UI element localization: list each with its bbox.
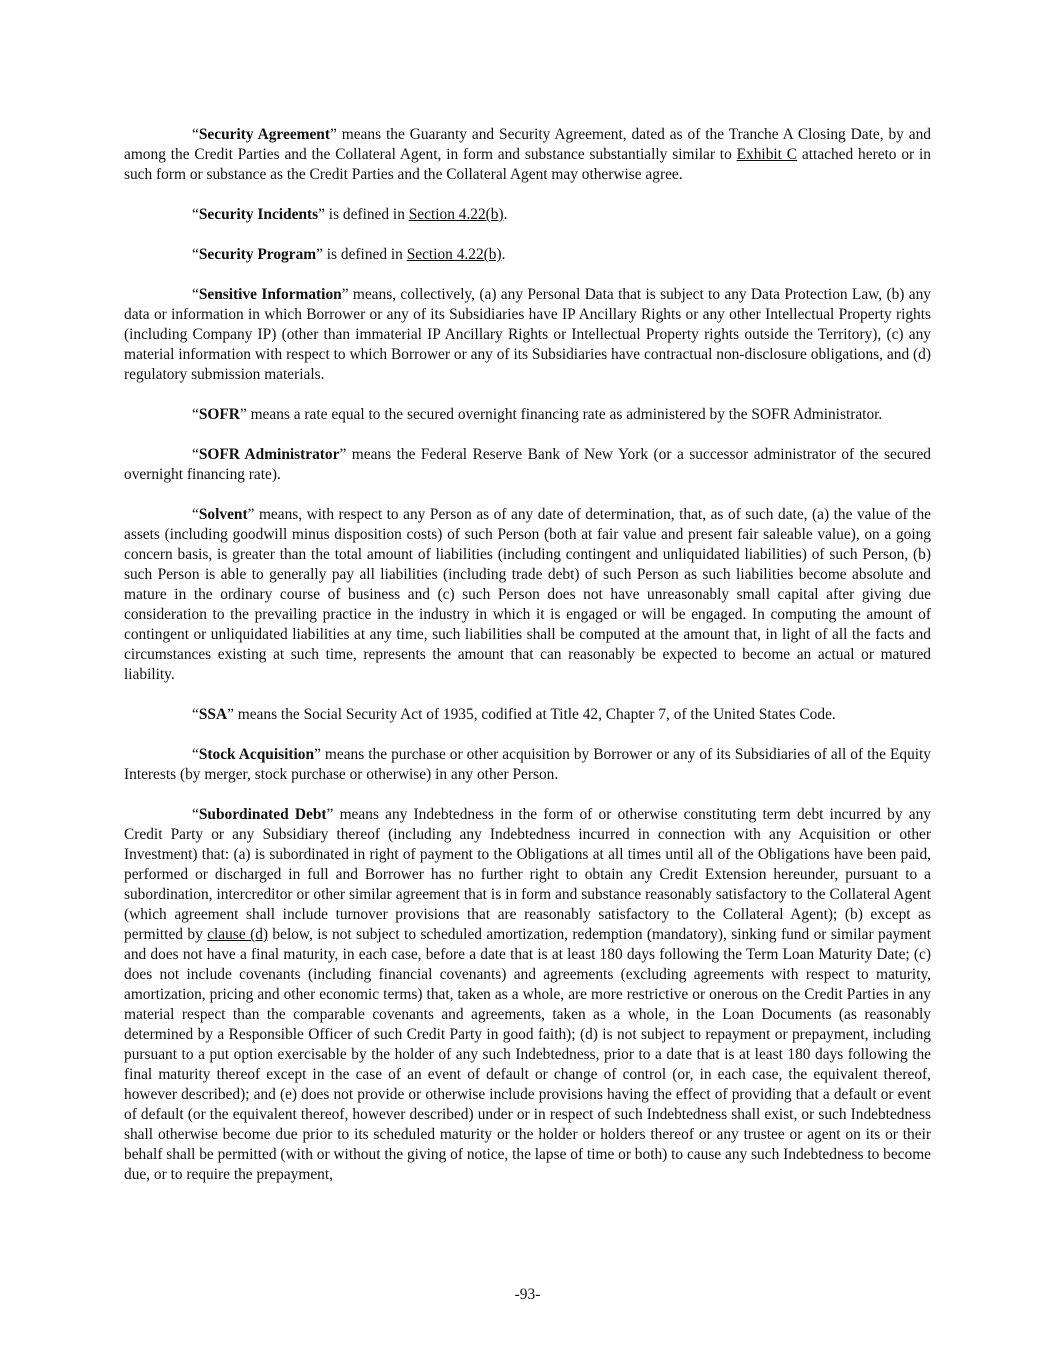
definition-text: ” means a rate equal to the secured overnight financing rate as administered by the SOFR Administrator.: [239, 406, 883, 423]
defined-term: Security Agreement: [198, 126, 330, 143]
definition-subordinated-debt: [124, 805, 931, 1185]
definition-sensitive-information: [124, 285, 931, 385]
definition-text: attached hereto or in such form or substance as the Credit Parties and the Collateral Agent may otherwise agree.: [124, 146, 932, 183]
definition-text: ” means the Federal Reserve Bank of New York (or a successor administrator of the secured overnight financing rate).: [124, 446, 931, 483]
definitions-section: [124, 125, 931, 1205]
cross-reference-link[interactable]: Section 4.22(b): [408, 206, 504, 223]
definition-text: “: [192, 286, 199, 303]
defined-term: Security Program: [198, 246, 317, 263]
definition-text: ” means, collectively, (a) any Personal Data that is subject to any Data Protection Law, (b) any data or information in which Borrower or any of its Subsidiaries have IP Ancillary Rights or any other Intellectual Property rights (including Company IP) (other than immaterial IP Ancillary Rights or Intellectual Property rights outside the Territory), (c) any material information with respect to which Borrower or any of its Subsidiaries have contractual non-disclosure obligations, and (d) regulatory submission materials.: [124, 286, 931, 383]
definition-sofr: [124, 405, 931, 425]
definition-text: “: [192, 446, 199, 463]
definition-text: ” is defined in: [316, 246, 407, 263]
defined-term: Stock Acquisition: [198, 746, 315, 763]
definition-text: “: [192, 406, 199, 423]
definition-text: ” means the Social Security Act of 1935, codified at Title 42, Chapter 7, of the United States Code.: [227, 706, 836, 723]
cross-reference-link[interactable]: Section 4.22(b): [406, 246, 502, 263]
defined-term: Solvent: [198, 506, 248, 523]
definition-text: “: [192, 126, 199, 143]
defined-term: SOFR Administrator: [198, 446, 340, 463]
definition-text: “: [192, 506, 199, 523]
page-number: -93-: [514, 1286, 541, 1303]
definition-text: “: [192, 806, 199, 823]
definition-text: ” means any Indebtedness in the form of or otherwise constituting term debt incurred by any Credit Party or any Subsidiary thereof (including any Indebtedness incurred in connection with any Acquisition or other Investment) that: (a) is subordinated in right of payment to the Obligations at all times until all of the Obligations have been paid, performed or discharged in full and Borrower has no further right to obtain any Credit Extension hereunder, pursuant to a subordination, intercreditor or other similar agreement that is in form and substance reasonably satisfactory to the Collateral Agent (which agreement shall include turnover provisions that are reasonably satisfactory to the Collateral Agent); (b) except as permitted by: [124, 806, 931, 943]
definition-text: “: [192, 706, 199, 723]
definition-text: “: [192, 746, 199, 763]
definition-security-incidents: [124, 205, 931, 225]
definition-text: .: [501, 246, 506, 263]
definition-ssa: [124, 705, 931, 725]
defined-term: Sensitive Information: [198, 286, 342, 303]
definition-text: ” is defined in: [318, 206, 409, 223]
definition-security-agreement: [124, 125, 931, 185]
defined-term: SSA: [198, 706, 228, 723]
definition-sofr-administrator: [124, 445, 931, 485]
cross-reference-link[interactable]: clause (d): [207, 926, 269, 943]
defined-term: Subordinated Debt: [198, 806, 327, 823]
defined-term: Security Incidents: [198, 206, 319, 223]
cross-reference-link[interactable]: Exhibit C: [736, 146, 798, 163]
definition-text: ” means the Guaranty and Security Agreement, dated as of the Tranche A Closing Date, by and among the Credit Parties and the Collateral Agent, in form and substance substantially similar to: [124, 126, 932, 163]
definition-text: ” means the purchase or other acquisition by Borrower or any of its Subsidiaries of all of the Equity Interests (by merger, stock purchase or otherwise) in any other Person.: [124, 746, 932, 783]
definition-stock-acquisition: [124, 745, 931, 785]
definition-text: “: [192, 246, 199, 263]
definition-text: .: [503, 206, 508, 223]
definition-security-program: [124, 245, 931, 265]
definition-text: ” means, with respect to any Person as of any date of determination, that, as of such date, (a) the value of the assets (including goodwill minus disposition costs) of such Person (both at fair value and present fair saleable value), on a going concern basis, is greater than the total amount of liabilities (including contingent and unliquidated liabilities) of such Person, (b) such Person is able to generally pay all liabilities (including trade debt) of such Person as such liabilities become absolute and mature in the ordinary course of business and (c) such Person does not have unreasonably small capital after giving due consideration to the prevailing practice in the industry in which it is engaged or will be engaged. In computing the amount of contingent or unliquidated liabilities at any time, such liabilities shall be computed at the amount that, in light of all the facts and circumstances existing at such time, represents the amount that can reasonably be expected to become an actual or matured liability.: [124, 506, 931, 683]
definition-solvent: [124, 505, 931, 685]
definition-text: “: [192, 206, 199, 223]
definition-text: below, is not subject to scheduled amortization, redemption (mandatory), sinking fund or similar payment and does not have a final maturity, in each case, before a date that is at least 180 days following the Term Loan Maturity Date; (c) does not include covenants (including financial covenants) and agreements (excluding agreements with respect to maturity, amortization, pricing and other economic terms) that, taken as a whole, are more restrictive or onerous on the Credit Parties in any material respect than the comparable covenants and agreements, taken as a whole, in the Loan Documents (as reasonably determined by a Responsible Officer of such Credit Party in good faith); (d) is not subject to repayment or prepayment, including pursuant to a put option exercisable by the holder of any such Indebtedness, prior to a date that is at least 180 days following the final maturity thereof except in the case of an event of default or change of control (or, in each case, the equivalent thereof, however described); and (e) does not provide or otherwise include provisions having the effect of providing that a default or event of default (or the equivalent thereof, however described) under or in respect of such Indebtedness shall exist, or such Indebtedness shall otherwise become due prior to its scheduled maturity or the holder or holders thereof or any trustee or agent on its or their behalf shall be permitted (with or without the giving of notice, the lapse of time or both) to cause any such Indebtedness to become due, or to require the prepayment,: [124, 926, 931, 1183]
defined-term: SOFR: [198, 406, 240, 423]
